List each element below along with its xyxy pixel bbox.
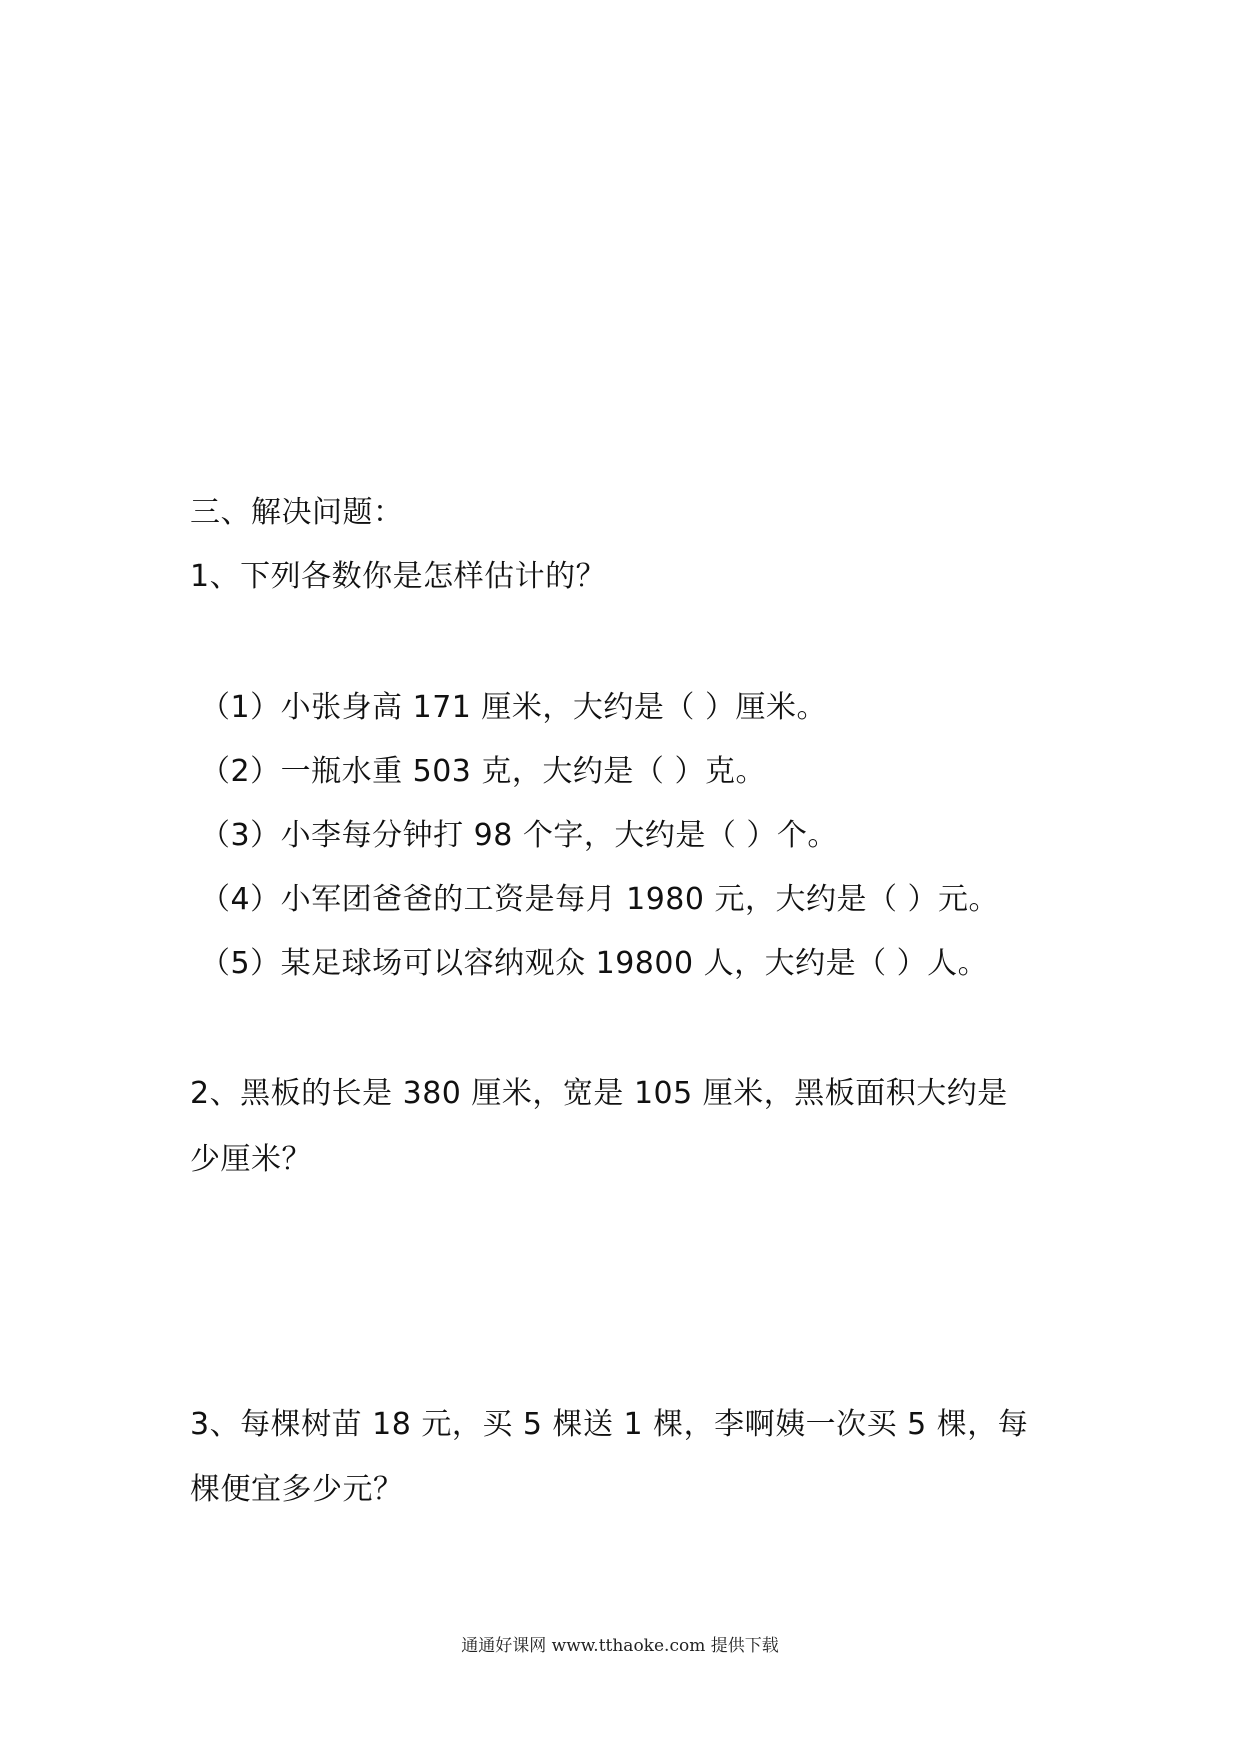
question-2-line-1: 2、黑板的长是 380 厘米，宽是 105 厘米，黑板面积大约是: [190, 1076, 1008, 1111]
question-1-item-1: （1）小张身高 171 厘米，大约是（ ）厘米。: [200, 690, 827, 725]
question-1-item-5: （5）某足球场可以容纳观众 19800 人，大约是（ ）人。: [200, 946, 989, 981]
question-1-item-2: （2）一瓶水重 503 克，大约是（ ）克。: [200, 754, 766, 789]
question-3-line-2: 棵便宜多少元？: [190, 1472, 404, 1507]
question-3-line-1: 3、每棵树苗 18 元，买 5 棵送 1 棵，李啊姨一次买 5 棵，每: [190, 1407, 1029, 1442]
section-title: 三、解决问题：: [190, 495, 404, 530]
question-1-item-4: （4）小军团爸爸的工资是每月 1980 元，大约是（ ）元。: [200, 882, 1000, 917]
question-1-item-3: （3）小李每分钟打 98 个字，大约是（ ）个。: [200, 818, 838, 853]
question-1-title: 1、下列各数你是怎样估计的？: [190, 559, 607, 594]
footer-credit: 通通好课网 www.tthaoke.com 提供下载: [461, 1636, 779, 1656]
question-2-line-2: 少厘米？: [190, 1142, 312, 1177]
